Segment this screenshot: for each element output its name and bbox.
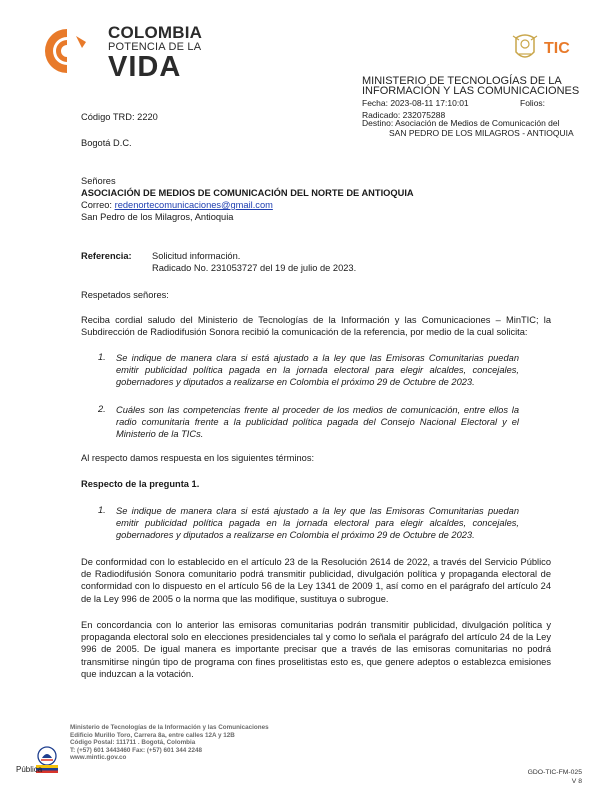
- classification-label: Pública: [16, 765, 43, 774]
- referencia-label: Referencia:: [81, 251, 132, 261]
- intro-paragraph: Reciba cordial saludo del Ministerio de Tecnologías de la Información y las Comunicaciones – MinTIC; la Subdirección de Radiodifusión Sonora recibió la comunicación de la referencia, por medio de la cual solicita:: [81, 315, 551, 338]
- tic-logo: TIC: [544, 40, 570, 57]
- form-code: GDO-TIC-FM-025: [527, 769, 582, 776]
- colombia-potencia-logo-icon: [42, 26, 92, 76]
- footer-line3: Código Postal: 111711 . Bogotá, Colombia: [70, 739, 196, 747]
- respond-intro: Al respecto damos respuesta en los siguientes términos:: [81, 453, 315, 463]
- referencia-line1: Solicitud información.: [152, 251, 241, 261]
- codigo-trd: Código TRD: 2220: [81, 112, 158, 122]
- question-1-number: 1.: [98, 352, 106, 362]
- footer-address: [70, 724, 269, 762]
- email-line: [81, 199, 273, 211]
- destino-line1: Destino: Asociación de Medios de Comunicación del: [362, 118, 560, 128]
- question-1-text: Se indique de manera clara si está ajustado a la ley que las Emisoras Comunitarias puedan emitir publicidad política pagada en la jornada electoral para elegir alcaldes, concejales, gobernadores y diputados a realizarse en Colombia el próximo 29 de Octubre de 2023.: [116, 353, 519, 388]
- location: San Pedro de los Milagros, Antioquia: [81, 212, 234, 222]
- salutation-to: Señores: [81, 176, 116, 186]
- ministry-name: MINISTERIO DE TECNOLOGÍAS DE LA INFORMACIÓN Y LAS COMUNICACIONES: [362, 75, 580, 97]
- section-1-quote-number: 1.: [98, 505, 106, 515]
- question-2-number: 2.: [98, 404, 106, 414]
- coat-of-arms-icon: [510, 30, 540, 66]
- recipient-name: ASOCIACIÓN DE MEDIOS DE COMUNICACIÓN DEL NORTE DE ANTIOQUIA: [81, 188, 414, 198]
- government-emblem-icon: [36, 745, 58, 767]
- city: Bogotá D.C.: [81, 138, 132, 148]
- form-version: V 8: [571, 778, 582, 785]
- radicado: Radicado: 232075288: [362, 110, 446, 120]
- section-1-title: Respecto de la pregunta 1.: [81, 479, 200, 489]
- fecha: Fecha: 2023-08-11 17:10:01: [362, 98, 469, 108]
- question-2-text: Cuáles son las competencias frente al proceder de los medios de comunicación, entre ellos la radio comunitaria frente a la publicidad política pagada del Consejo Nacional Electoral y el Ministerio de la TICs.: [116, 405, 519, 440]
- footer-line4: T: (+57) 601 3443460 Fax: (+57) 601 344 2248: [70, 746, 202, 754]
- section-1-quote: Se indique de manera clara si está ajustado a la ley que las Emisoras Comunitarias puedan emitir publicidad política pagada en la jornada electoral para elegir alcaldes, concejales, gobernadores y diputados a realizarse en Colombia el próximo 29 de Octubre de 2023.: [116, 506, 519, 541]
- logo-line1: COLOMBIA: [108, 23, 203, 42]
- paragraph-1: De conformidad con lo establecido en el artículo 23 de la Resolución 2614 de 2022, a través del Servicio Público de Radiodifusión Sonora comunitario podrá transmitir publicidad, divulgación política y propaganda electoral de conformidad con lo dispuesto en el artículo 56 de la Ley 1341 de 2009 1, así como en el parágrafo del artículo 24 de la Ley 996 de 2005 o la norma que las modifique, sustituya o subrogue.: [81, 557, 551, 604]
- form-codes: [528, 768, 582, 786]
- destino: [362, 119, 602, 138]
- footer-line2: Edificio Murillo Toro, Carrera 8a, entre calles 12A y 12B: [70, 731, 235, 739]
- footer-line5: www.mintic.gov.co: [70, 754, 127, 762]
- email-link[interactable]: redenortecomunicaciones@gmail.com: [114, 200, 273, 210]
- logo-line3: VIDA: [108, 51, 182, 83]
- greeting: Respetados señores:: [81, 290, 169, 300]
- colombia-logo-text: [108, 24, 202, 81]
- folios: Folios:: [520, 98, 546, 108]
- email-label: Correo:: [81, 200, 115, 210]
- destino-line2: SAN PEDRO DE LOS MILAGROS - ANTIOQUIA: [389, 127, 574, 138]
- referencia-line2: Radicado No. 231053727 del 19 de julio de 2023.: [152, 263, 357, 273]
- logo-line2: POTENCIA DE LA: [108, 41, 202, 53]
- paragraph-2: En concordancia con lo anterior las emisoras comunitarias podrán transmitir publicidad, divulgación política y propaganda electoral solo en elecciones presidenciales tal y como lo señala el parágrafo del artículo 24 de la Ley 996 de 2005. De igual manera es importante precisar que a través de las emisoras comunitarias no podrá transmitirse ningún tipo de programa con fines proselitistas esto es, que genere adeptos o establezca emisiones que induzcan a la votación.: [81, 620, 551, 679]
- footer-line1: Ministerio de Tecnologías de la Información y las Comunicaciones: [70, 724, 269, 731]
